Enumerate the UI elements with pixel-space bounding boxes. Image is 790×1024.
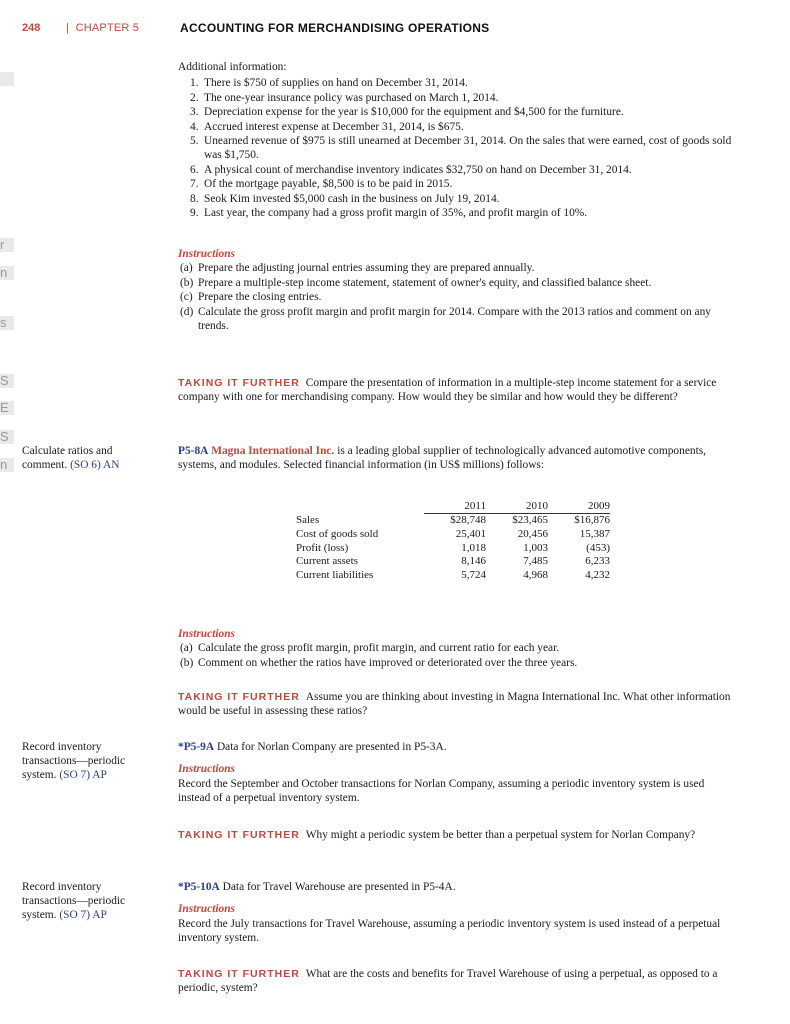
problem-text: Data for Travel Warehouse are presented in P5-4A. [222,881,456,893]
chapter-label: | CHAPTER 5 [66,22,140,34]
problem-p5-9a [178,740,736,806]
taking-it-further-text: Compare the presentation of information in a multiple-step income statement for a service company with one for merchandising company. How would they be similar and how would they be different? [178,377,717,404]
taking-it-further-text: Why might a periodic system be better than a perpetual system for Norlan Company? [305,829,696,841]
edge-fragment [0,72,14,86]
instructions-heading: Instructions [178,903,235,916]
taking-it-further-text: What are the costs and benefits for Travel Warehouse of using a perpetual, as opposed to a periodic, system? [178,968,718,995]
list-item: (d) Calculate the gross profit margin and profit margin for 2014. Compare with the 2013 ratios and comment on any trends. [180,305,711,333]
problem-id: P5-8A [178,445,209,457]
problem-p5-10a [178,880,736,946]
objective-tag: (SO 6) AN [70,459,120,471]
taking-it-further-label: TAKING IT FURTHER [178,968,300,980]
additional-info-heading: Additional information: [178,61,287,73]
list-item: 6. A physical count of merchandise inventory indicates $32,750 on hand on December 31, 2014. [190,163,632,176]
edge-fragment: E [0,401,14,415]
edge-fragment: n [0,458,14,472]
table-row: Sales $28,748 $23,465 $16,876 [296,514,610,527]
instructions-list [178,641,736,670]
margin-note: Record inventory transactions—periodic system. (SO 7) AP [22,741,126,781]
list-item: (b) Prepare a multiple-step income statement, statement of owner's equity, and classified balance sheet. [180,276,652,289]
list-item: (c) Prepare the closing entries. [180,291,322,304]
list-item: 8. Seok Kim invested $5,000 cash in the business on July 19, 2014. [190,192,500,205]
instructions-list [178,261,736,333]
edge-fragment: n [0,266,14,280]
list-item: (a) Calculate the gross profit margin, profit margin, and current ratio for each year. [180,642,560,655]
taking-it-further [178,828,736,842]
list-item: 7. Of the mortgage payable, $8,500 is to be paid in 2015. [190,178,453,191]
problem-id: *P5-9A [178,741,215,753]
list-item: (b) Comment on whether the ratios have improved or deteriorated over the three years. [180,656,578,669]
list-item: 9. Last year, the company had a gross profit margin of 35%, and profit margin of 10%. [190,207,588,220]
objective-tag: (SO 7) AP [59,909,107,921]
margin-note: Calculate ratios and comment. (SO 6) AN [22,445,120,471]
running-head [22,22,762,40]
edge-fragment: r [0,238,14,252]
instructions-block [178,627,736,670]
financial-table [296,499,610,582]
chapter-title: ACCOUNTING FOR MERCHANDISING OPERATIONS [180,21,490,35]
taking-it-further-text: Assume you are thinking about investing in Magna International Inc. What other information would be useful in assessing these ratios? [178,691,731,718]
table-row: Profit (loss) 1,018 1,003 (453) [296,541,610,554]
problem-text: is a leading global supplier of technologically advanced automotive components, systems, and modules. Selected financial information (in US$ millions) follows: [178,445,707,472]
taking-it-further [178,967,736,996]
edge-fragment: S [0,430,14,444]
taking-it-further [178,690,736,719]
page-number: 248 [22,22,41,34]
instructions-heading: Instructions [178,628,235,640]
problem-id: *P5-10A [178,881,220,893]
table-row: Cost of goods sold 25,401 20,456 15,387 [296,528,610,541]
instructions-text: Record the September and October transactions for Norlan Company, assuming a periodic inventory system is used instead of a perpetual inventory system. [178,777,705,805]
table-row: Current assets 8,146 7,485 6,233 [296,555,610,568]
column-header: 2010 [486,499,548,514]
instructions-block [178,247,736,333]
table-row: Current liabilities 5,724 4,968 4,232 [296,569,610,582]
taking-it-further-label: TAKING IT FURTHER [178,691,300,703]
instructions-heading: Instructions [178,763,235,776]
list-item: 1. There is $750 of supplies on hand on December 31, 2014. [190,77,468,90]
list-item: (a) Prepare the adjusting journal entries assuming they are prepared annually. [180,262,535,275]
list-item: 2. The one-year insurance policy was purchased on March 1, 2014. [190,91,499,104]
problem-p5-8a [178,444,736,473]
instructions-text: Record the July transactions for Travel Warehouse, assuming a periodic inventory system is used instead of a perpetual inventory system. [178,917,721,945]
edge-fragment: S [0,374,14,388]
chapter-text: CHAPTER 5 [75,22,140,34]
taking-it-further-label: TAKING IT FURTHER [178,377,300,389]
problem-text: Data for Norlan Company are presented in P5-3A. [216,741,447,753]
company-name: Magna International Inc. [211,445,335,457]
additional-info [178,60,736,220]
list-item: 4. Accrued interest expense at December 31, 2014, is $675. [190,120,464,133]
edge-fragment: s [0,316,14,330]
list-item: 3. Depreciation expense for the year is $10,000 for the equipment and $4,500 for the furniture. [190,106,624,119]
additional-info-list [190,76,736,220]
list-item: 5. Unearned revenue of $975 is still unearned at December 31, 2014. On the sales that were earned, cost of goods sold was $1,750. [190,135,732,162]
objective-tag: (SO 7) AP [59,769,107,781]
instructions-heading: Instructions [178,248,235,260]
margin-note: Record inventory transactions—periodic system. (SO 7) AP [22,881,126,921]
taking-it-further-label: TAKING IT FURTHER [178,829,300,841]
column-header: 2011 [424,499,486,514]
taking-it-further [178,376,736,405]
column-header: 2009 [548,499,610,514]
